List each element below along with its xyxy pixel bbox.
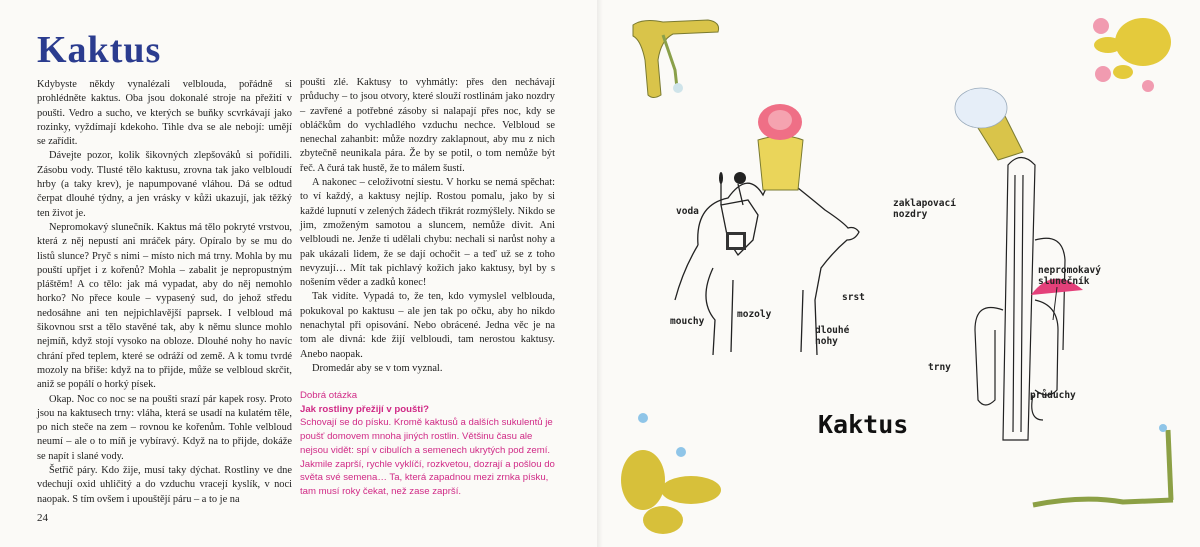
corner-cactus-top-left-icon [633,20,719,98]
paragraph: Dávejte pozor, kolik šikovných zlepšováků si pořídili. Zásobu vody. Tlusté tělo kaktusu, zrovna tak jako velbloudí hrby (a taky krev), je napumpované vláhou. Dá se odtud čerpat dlouhé týdny, a jen vrásky v kůži ukazují, jak těžký ten život je. [37,150,292,219]
box-answer: Schovají se do písku. Kromě kaktusů a dalších sukulentů je poušť domovem mnoha jiných rostlin. Většinu času ale nejsou vidět: spí v cibulích a semenech ukrytých pod zemí. Jakmile zaprší, rychle vyklíčí, rozkvetou, dozrají a pošlou do světa své semena… Ta, která zapadnou mezi zrnka písku, tam musí roky čekat, než zase zaprší. [300,417,555,497]
paragraph: Nepromokavý slunečník. Kaktus má tělo pokryté vrstvou, která z něj nepustí ani mráček páry. Opíralo by se mu do listů slunce? Pryč s nimi – místo nich má trny. Mohla by mu pouští upřjet i z kořenů? Mohla – zabalit je nepropustným pláštěm! A co tělo: jak má vypadat, aby do něj nemohlo horko? No přece koule – vypasený sud, do jehož středu nedosáhne ani ten nejpichlavější paprsek. I velbloud má šikovnou srst a tělo stavěné tak, aby k němu slunce mohlo nejmíň, když stojí vysoko na obloze. Dlouhé nohy ho navíc chrání před teplem, které se odráží od země. A k tomu tvrdé mozoly na břiše: když na to přijde, může se velbloud skrčit, aniž se popálí o horký písek. [37,221,292,391]
paragraph: Kdybyste někdy vynalézali velblouda, pořádně si prohlédněte kaktus. Oba jsou dokonalé stroje na přežití v poušti. Vedro a sucho, ve kterých se buňky scvrkávají jako rozinky, vyždímají kdekoho. Tihle dva se ale nebojí: umějí se zařídit. [37,79,292,148]
label-slunecnik: nepromokavý slunečník [1038,265,1101,287]
label-zaklapovaci-nozdry: zaklapovací nozdry [893,198,956,220]
text-column-right [300,76,555,376]
tall-cactus-flower-icon [955,88,1023,160]
label-pruduchy: průduchy [1030,390,1076,401]
page-number: 24 [37,512,48,524]
paragraph: Šetřič páry. Kdo žije, musí taky dýchat. Rostliny ve dne vdechují oxid uhličitý a do vzduchu vracejí kyslík, v noci naopak. S tím ovšem i upouštějí páru – a to je na [37,465,292,505]
text-column-left [37,78,292,507]
corner-cactus-top-right-icon [1093,18,1171,92]
illustration-title: Kaktus [818,410,909,439]
illustration [603,0,1200,547]
label-mozoly: mozoly [737,309,772,320]
label-srst: srst [842,292,865,303]
label-dlouhe-nohy: dlouhé nohy [815,325,850,347]
paragraph: A nakonec – celoživotní siestu. V horku se nemá spěchat: to ví každý, a kaktusy nejlíp. Rostou pomalu, jako by si každé lupnutí v zelených žádech třikrát rozmýšlely. Nikdo se jim, zmoženým samotou a sluncem, nemůže divit. Ani velbloudi ne. Jenže ti udělali chybu: nechali si narůst nohy a pak ukázali lidem, že se dají ochočit – a teď už se z toho nevyzují… Mít tak pichlavý kožich jako kaktusy, byl by s nošením věder a zadků konec! [300,177,555,289]
label-voda: voda [676,206,699,217]
corner-cactus-bottom-right-icon [1033,424,1173,505]
paragraph: Dromedár aby se v tom vyznal. [312,362,443,374]
corner-cactus-bottom-left-icon [621,413,721,534]
paragraph: Okap. Noc co noc se na poušti srazí pár kapek rosy. Proto jsou na kaktusech trny: vláha, která se usadí na kulatém těle, po nich steče na zem – rovnou ke kořenům. Tohle velbloud neumí – ale o to míň je vybíravý. Když na to přijde, dokáže se napít i slané vody. [37,393,292,462]
page-title: Kaktus [37,29,162,71]
paragraph: poušti zlé. Kaktusy to vyhmátly: přes den nechávají průduchy – to jsou otvory, které slouží rostlinám jako nozdry – zavřené a potřebné zásoby si nalapají přes noc, kdy se obláčkům do vychladlého vzduchu nechce. Velbloud se nenechal zahanbit: může nozdry zaklapnout, aby mu z nich zbytečně neunikala pára. Že by se potil, o tom nemůže být řeč. A čurá tak hustě, že to málem šustí. [300,77,555,174]
label-trny: trny [928,362,951,373]
box-question: Jak rostliny přežijí v poušti? [300,403,430,415]
camel-hump-cactus-icon [758,104,803,190]
box-label: Dobrá otázka [300,390,358,401]
label-mouchy: mouchy [670,316,705,327]
question-box [300,389,558,499]
paragraph: Tak vidíte. Vypadá to, že ten, kdo vymyslel velblouda, pokukoval po kaktusu – ale jen tak po očku, aby ho nikdo nenachytal při opisování. Nebo obrácené. Jedna věc je na tom ale divná: kde žijí velbloudi, tam nerostou kaktusy. Anebo naopak. [300,291,555,360]
